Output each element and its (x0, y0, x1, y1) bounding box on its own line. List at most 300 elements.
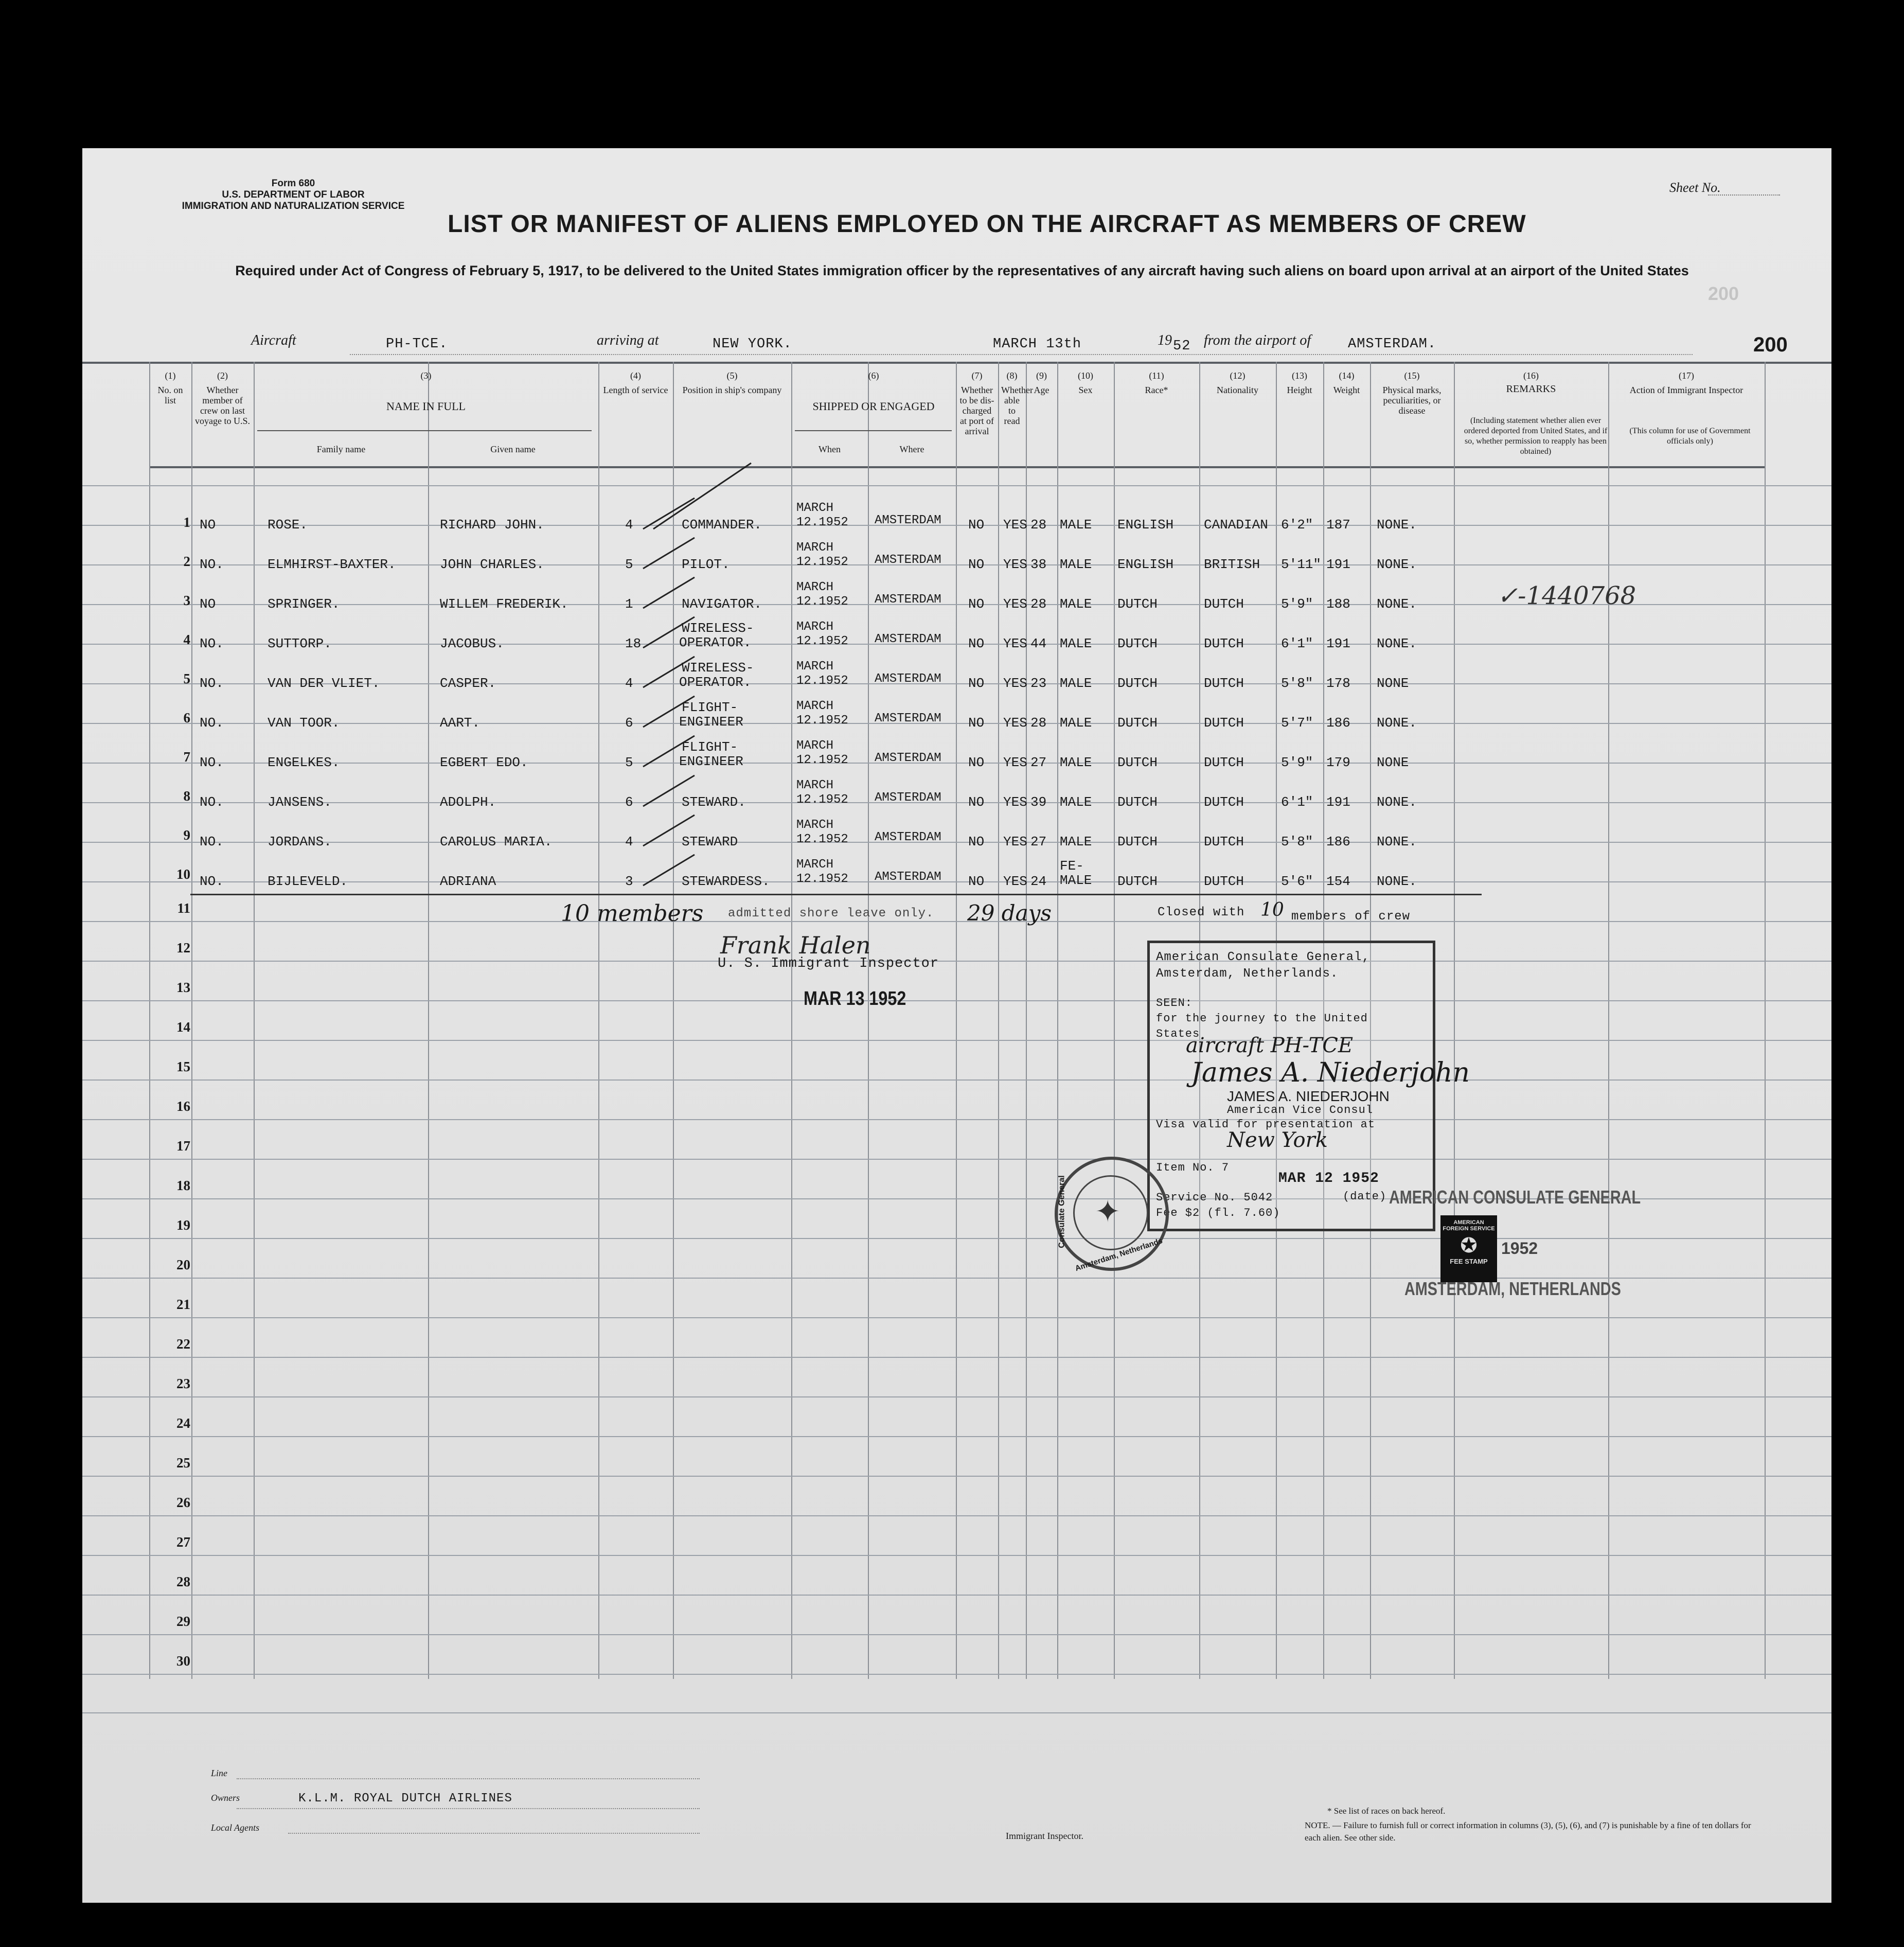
cell-length-of-service: 1 (625, 596, 633, 612)
arriving-label: arriving at (597, 332, 659, 348)
cell-when-month: MARCH (796, 580, 834, 594)
row-number: 12 (176, 940, 190, 955)
cell-position: WIRELESS- (682, 660, 754, 676)
row-rule (82, 1595, 1831, 1596)
cell-discharged: NO (968, 874, 985, 889)
cell-when-month: MARCH (796, 699, 834, 713)
cell-weight: 186 (1326, 715, 1350, 731)
row-rule (82, 723, 1831, 724)
cell-physical-marks: NONE. (1377, 636, 1417, 651)
fee-stamp-seal-icon: ✪ (1460, 1234, 1478, 1257)
row-number: 11 (177, 900, 190, 916)
cell-race: DUTCH (1117, 755, 1158, 770)
column-label: SHIPPED OR ENGAGED (812, 400, 935, 413)
cell-age: 27 (1030, 834, 1047, 849)
column-number: (12) (1230, 370, 1245, 381)
cell-sex: MALE (1060, 557, 1092, 572)
row-rule (82, 1515, 1831, 1516)
cell-family-name: SPRINGER. (268, 596, 340, 612)
column-number: (8) (1006, 370, 1018, 381)
cell-position: STEWARDESS. (682, 874, 770, 889)
column-header (1323, 370, 1370, 395)
row-number: 22 (176, 1336, 190, 1352)
cell-able-to-read: YES (1003, 676, 1027, 691)
agents-field (288, 1833, 700, 1834)
cell-nationality: DUTCH (1204, 834, 1244, 849)
cell-age: 23 (1030, 676, 1047, 691)
column-header (149, 370, 191, 405)
cell-sex: MALE (1060, 794, 1092, 810)
cell-age: 28 (1030, 596, 1047, 612)
cell-last-voyage: NO. (200, 794, 224, 810)
cell-when-date: 12.1952 (796, 674, 848, 688)
cell-last-voyage: NO. (200, 715, 224, 731)
cell-nationality: DUTCH (1204, 676, 1244, 691)
column-number: (9) (1036, 370, 1047, 381)
cell-family-name: ELMHIRST-BAXTER. (268, 557, 396, 572)
cell-position: COMMANDER. (682, 517, 762, 533)
trip-underline (350, 354, 1693, 355)
closed-with-label: Closed with (1158, 906, 1245, 919)
row-number: 7 (183, 749, 190, 765)
row-number: 24 (176, 1415, 190, 1431)
inspector-title: U. S. Immigrant Inspector (718, 956, 939, 971)
immigrant-inspector-label: Immigrant Inspector. (1006, 1831, 1083, 1841)
column-header (1608, 370, 1765, 395)
cell-sex: MALE (1060, 636, 1092, 651)
row-rule (82, 1436, 1831, 1437)
column-label: Whether member of crew on last voyage to U.S. (195, 385, 250, 426)
cell-race: ENGLISH (1117, 517, 1174, 533)
cell-physical-marks: NONE. (1377, 715, 1417, 731)
column-label: Position in ship's company (682, 385, 782, 395)
row-rule (82, 1159, 1831, 1160)
column-rule (598, 362, 599, 1679)
row-rule (82, 644, 1831, 645)
cell-family-name: ENGELKES. (268, 755, 340, 770)
department: U.S. DEPARTMENT OF LABOR (222, 189, 365, 200)
row-rule (82, 1000, 1831, 1001)
row-number: 8 (183, 788, 190, 804)
data-end-rule (190, 894, 1482, 895)
column-label: Weight (1333, 385, 1360, 395)
row-number: 4 (183, 632, 190, 647)
fee-stamp-bottom: FEE STAMP (1450, 1258, 1488, 1265)
column-number: (5) (726, 370, 738, 381)
vice-consul-name: JAMES A. NIEDERJOHN (1227, 1088, 1390, 1104)
cell-weight: 188 (1326, 596, 1350, 612)
journey-text: for the journey to the United (1156, 1012, 1368, 1025)
column-number: (15) (1404, 370, 1420, 381)
row-number: 29 (176, 1614, 190, 1629)
row-rule (82, 763, 1831, 764)
column-label: REMARKS (1506, 383, 1556, 395)
cell-position: STEWARD (682, 834, 738, 849)
cell-height: 5'11" (1281, 557, 1322, 572)
cell-sex: MALE (1060, 873, 1092, 888)
cell-weight: 178 (1326, 676, 1350, 691)
cell-where: AMSTERDAM (875, 830, 941, 844)
row-rule (82, 1674, 1831, 1675)
cell-race: DUTCH (1117, 596, 1158, 612)
faint-number: 200 (1708, 283, 1739, 304)
cell-position: ENGINEER (679, 714, 743, 730)
cell-able-to-read: YES (1003, 636, 1027, 651)
cell-position: OPERATOR. (679, 635, 752, 650)
manifest-sheet (82, 148, 1831, 1903)
row-rule (82, 1396, 1831, 1397)
cell-discharged: NO (968, 517, 985, 533)
column-header (673, 370, 791, 395)
from-label: from the airport of (1204, 332, 1311, 348)
cell-physical-marks: NONE. (1377, 794, 1417, 810)
cell-able-to-read: YES (1003, 517, 1027, 533)
cell-length-of-service: 5 (625, 557, 633, 572)
cell-length-of-service: 5 (625, 755, 633, 770)
cell-age: 39 (1030, 794, 1047, 810)
cell-given-name: EGBERT EDO. (440, 755, 528, 770)
column-subheader: (Including statement whether alien ever ordered deported from United States, and if so, whether permission to reapply has been obtained) (1464, 416, 1608, 456)
row-number: 26 (176, 1495, 190, 1510)
column-header (1114, 370, 1199, 395)
cell-sex: MALE (1060, 715, 1092, 731)
row-rule (82, 1317, 1831, 1318)
column-rule (1608, 362, 1609, 1679)
cell-when-date: 12.1952 (796, 793, 848, 807)
cell-when-month: MARCH (796, 660, 834, 674)
column-header (1026, 370, 1057, 395)
cell-family-name: VAN TOOR. (268, 715, 340, 731)
cell-when-month: MARCH (796, 858, 834, 872)
cell-discharged: NO (968, 676, 985, 691)
column-rule (149, 362, 150, 1679)
column-number: (17) (1679, 370, 1694, 381)
subheader-rule (257, 430, 592, 431)
seal-text-left: Consulate General (1057, 1175, 1066, 1248)
consulate-stamp-line1: AMERICAN CONSULATE GENERAL (1389, 1187, 1641, 1208)
row-rule (82, 1555, 1831, 1556)
penalty-note: NOTE. — Failure to furnish full or correct information in columns (3), (5), (6), and (7) is punishable by a fine of ten dollars for each alien. See other side. (1305, 1820, 1751, 1843)
cell-physical-marks: NONE. (1377, 596, 1417, 612)
cell-length-of-service: 18 (625, 636, 642, 651)
row-number: 13 (176, 980, 190, 995)
cell-length-of-service: 6 (625, 794, 633, 810)
cell-physical-marks: NONE. (1377, 557, 1417, 572)
from-airport: AMSTERDAM. (1348, 337, 1437, 352)
row-number: 2 (183, 554, 190, 569)
year-prefix: 19 (1158, 332, 1172, 348)
states-text: States (1156, 1028, 1200, 1040)
cell-family-name: ROSE. (268, 517, 308, 533)
cell-age: 27 (1030, 755, 1047, 770)
cell-where: AMSTERDAM (875, 672, 941, 686)
cell-when-date: 12.1952 (796, 555, 848, 569)
cell-height: 5'9" (1281, 596, 1313, 612)
row-number: 10 (176, 866, 190, 882)
column-rule (1765, 362, 1766, 1679)
line-field (237, 1778, 700, 1779)
cell-able-to-read: YES (1003, 557, 1027, 572)
cell-where: AMSTERDAM (875, 514, 941, 527)
cell-age: 24 (1030, 874, 1047, 889)
cell-family-name: JANSENS. (268, 794, 332, 810)
cell-age: 28 (1030, 517, 1047, 533)
column-header (598, 370, 673, 395)
cell-given-name: CAROLUS MARIA. (440, 834, 553, 849)
cell-race: DUTCH (1117, 676, 1158, 691)
cell-when-month: MARCH (796, 541, 834, 555)
column-number: (2) (217, 370, 228, 381)
cell-able-to-read: YES (1003, 874, 1027, 889)
column-subheader: Family name (316, 444, 366, 454)
cell-weight: 191 (1326, 794, 1350, 810)
cell-when-date: 12.1952 (796, 872, 848, 886)
cell-sex: MALE (1060, 755, 1092, 770)
row-number: 16 (176, 1099, 190, 1114)
cell-physical-marks: NONE. (1377, 874, 1417, 889)
line-label: Line (211, 1768, 228, 1778)
cell-where: AMSTERDAM (875, 870, 941, 884)
cell-last-voyage: NO (200, 517, 216, 533)
cell-able-to-read: YES (1003, 794, 1027, 810)
column-label: Height (1287, 385, 1312, 395)
column-number: (16) (1523, 370, 1539, 381)
fee-text: Fee $2 (fl. 7.60) (1156, 1207, 1280, 1219)
cell-when-month: MARCH (796, 739, 834, 753)
consulate-line2: Amsterdam, Netherlands. (1156, 967, 1339, 981)
cell-able-to-read: YES (1003, 715, 1027, 731)
cell-position: OPERATOR. (679, 675, 752, 690)
cell-weight: 191 (1326, 557, 1350, 572)
row-rule (82, 485, 1831, 486)
row-rule (82, 1079, 1831, 1081)
cell-position: NAVIGATOR. (682, 596, 762, 612)
cell-physical-marks: NONE. (1377, 517, 1417, 533)
cell-position: STEWARD. (682, 794, 746, 810)
admitted-note: admitted shore leave only. (728, 907, 934, 921)
cell-able-to-read: YES (1003, 755, 1027, 770)
cell-nationality: DUTCH (1204, 636, 1244, 651)
row-number: 3 (183, 593, 190, 608)
row-rule (82, 1040, 1831, 1041)
row-rule (82, 525, 1831, 526)
cell-when-date: 12.1952 (796, 714, 848, 728)
column-label: Age (1034, 385, 1049, 395)
row-number: 6 (183, 710, 190, 725)
owners-label: Owners (211, 1793, 240, 1803)
cell-when-date: 12.1952 (796, 516, 848, 529)
cell-length-of-service: 4 (625, 517, 633, 533)
row-rule (82, 842, 1831, 843)
inspector-date-stamp: MAR 13 1952 (804, 988, 906, 1010)
cell-height: 5'9" (1281, 755, 1313, 770)
column-number: (6) (868, 370, 879, 381)
cell-given-name: WILLEM FREDERIK. (440, 596, 568, 612)
cell-position: PILOT. (682, 557, 730, 572)
subheader-rule (795, 430, 952, 431)
vice-consul-signature: James A. Niederjohn (1191, 1057, 1470, 1088)
cell-race: DUTCH (1117, 834, 1158, 849)
column-header (1199, 370, 1276, 395)
column-number: (11) (1149, 370, 1164, 381)
cell-height: 5'8" (1281, 676, 1313, 691)
cell-family-name: BIJLEVELD. (268, 874, 348, 889)
row-number: 19 (176, 1217, 190, 1233)
cell-discharged: NO (968, 834, 985, 849)
cell-age: 28 (1030, 715, 1047, 731)
cell-able-to-read: YES (1003, 834, 1027, 849)
cell-discharged: NO (968, 596, 985, 612)
row-rule (82, 802, 1831, 803)
cell-last-voyage: NO. (200, 834, 224, 849)
cell-height: 6'1" (1281, 794, 1313, 810)
row-number: 5 (183, 671, 190, 686)
column-label: Whether to be dis-charged at port of arrival (959, 385, 994, 436)
column-label: Physical marks, peculiarities, or disease (1382, 385, 1442, 416)
members-of-crew-label: members of crew (1291, 910, 1411, 924)
cell-physical-marks: NONE (1377, 755, 1409, 770)
cell-where: AMSTERDAM (875, 593, 941, 607)
cell-height: 6'2" (1281, 517, 1313, 533)
table-top-rule (82, 362, 1831, 364)
row-number: 1 (183, 515, 190, 530)
column-rule (1057, 362, 1058, 1679)
cell-height: 5'8" (1281, 834, 1313, 849)
cell-race: ENGLISH (1117, 557, 1174, 572)
cell-where: AMSTERDAM (875, 632, 941, 646)
arriving-value: NEW YORK. (713, 337, 792, 352)
row-number: 18 (176, 1178, 190, 1193)
column-header (998, 370, 1033, 426)
row-number: 17 (176, 1138, 190, 1154)
page-subtitle: Required under Act of Congress of February 5, 1917, to be delivered to the United States immigration officer by the representatives of any aircraft having such aliens on board upon arrival at an airport of the United States (235, 263, 1689, 278)
row-number: 9 (183, 827, 190, 843)
cell-age: 38 (1030, 557, 1047, 572)
column-number: (1) (165, 370, 176, 381)
cell-when-date: 12.1952 (796, 833, 848, 846)
column-header (1276, 370, 1323, 395)
service-name: IMMIGRATION AND NATURALIZATION SERVICE (182, 201, 405, 211)
column-rule (1454, 362, 1455, 1679)
cell-when-month: MARCH (796, 778, 834, 792)
cell-family-name: JORDANS. (268, 834, 332, 849)
cell-last-voyage: NO. (200, 636, 224, 651)
vice-consul-title: American Vice Consul (1227, 1104, 1374, 1117)
cell-when-month: MARCH (796, 818, 834, 832)
table-header-rule (149, 466, 1765, 468)
cell-position: FLIGHT- (682, 700, 738, 715)
date-label: (date) (1343, 1190, 1387, 1203)
column-label: Sex (1078, 385, 1093, 395)
service-number: Service No. 5042 (1156, 1191, 1273, 1204)
cell-where: AMSTERDAM (875, 751, 941, 765)
form-header (159, 178, 427, 212)
cell-nationality: DUTCH (1204, 715, 1244, 731)
cell-discharged: NO (968, 755, 985, 770)
cell-where: AMSTERDAM (875, 712, 941, 725)
column-rule (254, 362, 255, 1679)
eagle-icon: ✦ (1095, 1194, 1121, 1229)
sheet-number-line (1708, 194, 1780, 196)
row-number: 20 (176, 1257, 190, 1272)
cell-sex: MALE (1060, 517, 1092, 533)
footer-top-rule (82, 1712, 1831, 1713)
cell-position: ENGINEER (679, 754, 743, 769)
column-number: (10) (1078, 370, 1093, 381)
column-header (1370, 370, 1454, 416)
cell-nationality: DUTCH (1204, 596, 1244, 612)
column-header (1454, 370, 1608, 394)
cell-when-date: 12.1952 (796, 634, 848, 648)
cell-sex: FE- (1060, 858, 1084, 874)
fee-stamp-top: AMERICAN FOREIGN SERVICE (1443, 1219, 1495, 1232)
cell-race: DUTCH (1117, 636, 1158, 651)
cell-given-name: JACOBUS. (440, 636, 504, 651)
cell-given-name: ADOLPH. (440, 794, 496, 810)
cell-position: WIRELESS- (682, 621, 754, 636)
cell-when-date: 12.1952 (796, 595, 848, 609)
cell-discharged: NO (968, 794, 985, 810)
cell-height: 5'6" (1281, 874, 1313, 889)
cell-race: DUTCH (1117, 874, 1158, 889)
cell-length-of-service: 6 (625, 715, 633, 731)
row-rule (82, 1119, 1831, 1120)
row-number: 21 (176, 1297, 190, 1312)
consulate-stamp-date: 1952 (1501, 1239, 1538, 1258)
column-number: (13) (1292, 370, 1307, 381)
row-number: 14 (176, 1019, 190, 1035)
column-header (791, 370, 956, 412)
column-label: NAME IN FULL (386, 400, 466, 413)
remark-handwritten: ✓-1440768 (1497, 581, 1636, 610)
cell-length-of-service: 4 (625, 834, 633, 849)
cell-last-voyage: NO. (200, 874, 224, 889)
column-label: Race* (1145, 385, 1168, 395)
cell-physical-marks: NONE. (1377, 834, 1417, 849)
cell-last-voyage: NO (200, 596, 216, 612)
seen-label: SEEN: (1156, 997, 1193, 1010)
aircraft-handwritten: aircraft PH-TCE (1186, 1034, 1354, 1057)
cell-where: AMSTERDAM (875, 553, 941, 567)
page-title: LIST OR MANIFEST OF ALIENS EMPLOYED ON THE AIRCRAFT AS MEMBERS OF CREW (448, 210, 1526, 238)
row-rule (82, 1238, 1831, 1239)
column-subheader: Where (899, 444, 924, 454)
cell-race: DUTCH (1117, 715, 1158, 731)
consulate-line1: American Consulate General, (1156, 950, 1370, 964)
cell-weight: 154 (1326, 874, 1350, 889)
row-number: 30 (176, 1653, 190, 1669)
local-agents-label: Local Agents (211, 1822, 260, 1833)
column-label: Length of service (603, 385, 668, 395)
column-rule (791, 362, 792, 1679)
cell-length-of-service: 4 (625, 676, 633, 691)
visa-date-stamp: MAR 12 1952 (1278, 1171, 1379, 1187)
column-rule (956, 362, 957, 1679)
cell-discharged: NO (968, 715, 985, 731)
cell-height: 6'1" (1281, 636, 1313, 651)
cell-nationality: DUTCH (1204, 755, 1244, 770)
cell-sex: MALE (1060, 596, 1092, 612)
column-rule (868, 362, 869, 1679)
cell-where: AMSTERDAM (875, 791, 941, 805)
cell-nationality: CANADIAN (1204, 517, 1268, 533)
year-value: 52 (1173, 339, 1191, 354)
owners-value: K.L.M. ROYAL DUTCH AIRLINES (298, 1792, 512, 1806)
row-number: 25 (176, 1455, 190, 1471)
cell-nationality: DUTCH (1204, 874, 1244, 889)
row-number: 15 (176, 1059, 190, 1074)
cell-weight: 191 (1326, 636, 1350, 651)
